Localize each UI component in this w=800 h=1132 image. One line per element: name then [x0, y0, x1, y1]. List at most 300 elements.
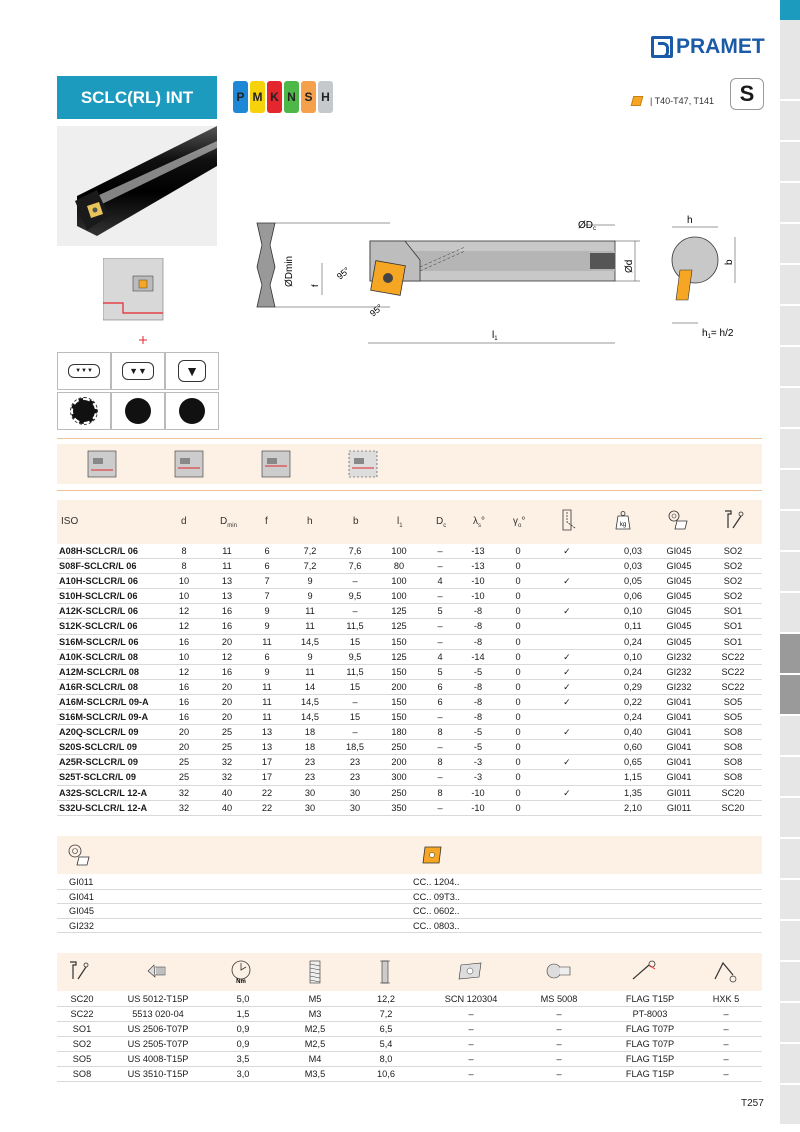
chapter-tab[interactable] [780, 798, 800, 838]
table-cell: 250 [391, 787, 407, 798]
table-cell: SO8 [723, 742, 743, 753]
chapter-tab[interactable] [780, 1085, 800, 1125]
table-cell: 12 [178, 666, 190, 677]
chapter-tab[interactable] [780, 470, 800, 510]
table-cell: 6 [264, 546, 270, 556]
table-cell: 18,5 [346, 742, 364, 753]
table-cell: 0 [515, 636, 521, 647]
table-cell: 25 [178, 772, 190, 783]
table-cell: 32 [221, 772, 233, 783]
material-group-badge: S [730, 78, 764, 110]
table-cell: 32 [178, 787, 190, 798]
col-d: d [181, 516, 187, 527]
shim-icon [457, 959, 485, 983]
table-cell: – [352, 727, 358, 738]
part-cell: US 3510-T15P [127, 1069, 189, 1079]
table-cell: 125 [391, 651, 407, 662]
table-cell: 9 [307, 651, 313, 662]
iso-code: S25T-SCLCR/L 09 [59, 772, 136, 783]
table-cell: -10 [471, 576, 485, 587]
iso-code: A16M-SCLCR/L 09-A [59, 696, 149, 707]
table-cell: 16 [178, 636, 190, 647]
iso-code: A12K-SCLCR/L 06 [59, 606, 138, 617]
thread-icon [307, 959, 323, 985]
table-cell: 0 [515, 621, 521, 632]
table-row [57, 695, 762, 710]
chapter-tab[interactable] [780, 1044, 800, 1084]
part-cell: SC22 [70, 1009, 94, 1019]
table-cell: 11 [305, 666, 315, 677]
shim-screw-icon [545, 959, 573, 983]
table-cell: – [437, 561, 443, 572]
table-cell: 13 [221, 576, 233, 587]
spare-parts-icon [721, 508, 745, 532]
table-cell: 25 [178, 757, 190, 768]
table-cell: -5 [473, 666, 483, 677]
insert-holder-icon [67, 843, 93, 867]
table-cell: 12 [178, 621, 190, 632]
table-cell: 22 [261, 787, 273, 798]
part-cell: – [556, 1054, 562, 1064]
part-cell: M3 [308, 1009, 322, 1019]
chapter-tab[interactable] [780, 347, 800, 387]
part-row [57, 1067, 762, 1082]
col-h: h [307, 516, 313, 527]
table-cell: – [352, 606, 358, 617]
table-cell: -10 [471, 802, 485, 813]
table-cell: 0,24 [624, 712, 642, 723]
iso-code: A20Q-SCLCR/L 09 [59, 727, 139, 738]
insert-code: GI232 [69, 920, 95, 931]
table-cell: 25 [221, 727, 233, 738]
material-k: K [267, 81, 282, 113]
table-cell: 11,5 [346, 666, 364, 677]
part-row [57, 1037, 762, 1052]
table-cell: 8 [437, 787, 443, 798]
part-cell: US 2506-T07P [127, 1024, 189, 1034]
table-cell: ✓ [563, 546, 571, 556]
table-cell: 8 [181, 546, 187, 556]
part-cell: HXK 5 [712, 994, 740, 1004]
divider [57, 490, 762, 491]
table-cell: -3 [473, 772, 483, 783]
table-cell: 14,5 [301, 712, 319, 723]
table-cell: 16 [178, 681, 190, 692]
part-cell: M2,5 [304, 1024, 326, 1034]
table-cell: 0 [515, 696, 521, 707]
table-row [57, 619, 762, 634]
iso-code: S32U-SCLCR/L 12-A [59, 802, 148, 813]
table-cell: GI011 [666, 802, 692, 813]
table-cell: 150 [391, 696, 407, 707]
chapter-tab[interactable] [780, 101, 800, 141]
part-cell: FLAG T07P [625, 1024, 675, 1034]
table-cell: 150 [391, 636, 407, 647]
table-cell: 9,5 [348, 651, 362, 662]
svg-text:h1= h/2 [702, 328, 734, 340]
part-cell: US 2505-T07P [127, 1039, 189, 1049]
table-cell: 6 [437, 696, 443, 707]
table-cell: 100 [391, 546, 407, 556]
part-cell: – [468, 1009, 474, 1019]
table-cell: 40 [221, 802, 233, 813]
table-cell: SO2 [723, 561, 743, 572]
table-row [57, 574, 762, 589]
table-cell: SO1 [723, 606, 743, 617]
chapter-tab[interactable] [780, 306, 800, 346]
table-row [57, 665, 762, 680]
chapter-tab[interactable] [780, 716, 800, 756]
table-cell: ✓ [563, 696, 571, 707]
table-cell: – [437, 742, 443, 753]
coolant-icon [559, 508, 579, 532]
col-dmin: $D_{min}$ [220, 516, 237, 529]
table-cell: 32 [178, 802, 190, 813]
table-cell: GI045 [666, 621, 692, 632]
table-cell: 20 [221, 696, 233, 707]
table-cell: 200 [391, 681, 407, 692]
chapter-tab[interactable] [780, 224, 800, 264]
part-cell: 1,5 [236, 1009, 250, 1019]
part-cell: – [556, 1069, 562, 1079]
col-dc: $D_c$ [436, 516, 447, 529]
part-cell: FLAG T15P [625, 1069, 675, 1079]
col-gamma: $\gamma_o^\circ$ [513, 516, 526, 529]
table-cell: 30 [304, 787, 316, 798]
table-cell: GI041 [666, 712, 692, 723]
table-cell: -8 [473, 621, 483, 632]
dim-b-label: b [724, 259, 735, 265]
table-cell: ✓ [563, 606, 571, 617]
table-cell: -13 [471, 546, 485, 556]
table-cell: GI041 [666, 757, 692, 768]
table-cell: 11 [262, 712, 272, 723]
part-cell: SO2 [72, 1039, 92, 1049]
table-cell: 150 [391, 666, 407, 677]
table-cell: 20 [178, 727, 190, 738]
table-cell: – [437, 546, 443, 556]
chapter-tab[interactable] [780, 634, 800, 674]
table-cell: GI045 [666, 591, 692, 602]
table-cell: 125 [391, 606, 407, 617]
part-row [57, 1007, 762, 1022]
table-cell: 0,60 [624, 742, 642, 753]
table-cell: 9 [264, 666, 270, 677]
svg-text:ØDc [578, 220, 596, 232]
parts-table-header [57, 953, 762, 991]
chapter-tab[interactable] [780, 757, 800, 797]
table-cell: -8 [473, 606, 483, 617]
table-cell: ✓ [563, 727, 571, 738]
chapter-tab[interactable] [780, 593, 800, 633]
product-photo [57, 126, 217, 246]
table-cell: 7,2 [303, 561, 317, 572]
table-cell: 0,29 [624, 681, 642, 692]
table-cell: 20 [178, 742, 190, 753]
chapter-tab[interactable] [780, 675, 800, 715]
insert-designation: CC.. 1204.. [413, 877, 460, 887]
table-cell: 0 [515, 591, 521, 602]
table-cell: SO5 [723, 696, 743, 707]
part-cell: SCN 120304 [444, 994, 498, 1004]
table-cell: – [437, 621, 443, 632]
chapter-tab[interactable] [780, 142, 800, 182]
table-cell: 9 [264, 621, 270, 632]
table-cell: 9 [264, 606, 270, 617]
table-cell: 7,2 [303, 546, 317, 556]
torque-icon [229, 959, 253, 985]
chapter-tab[interactable] [780, 183, 800, 223]
table-cell: 13 [261, 742, 273, 753]
table-cell: 0,11 [624, 621, 642, 632]
part-cell: FLAG T15P [625, 1054, 675, 1064]
table-cell: 6 [437, 681, 443, 692]
part-cell: SC20 [70, 994, 94, 1004]
table-cell: ✓ [563, 651, 571, 662]
brand-logo [651, 36, 765, 58]
table-cell: -8 [473, 681, 483, 692]
table-cell: -5 [473, 727, 483, 738]
insert-row [57, 919, 762, 934]
insert-code: GI011 [69, 877, 94, 887]
table-cell: 16 [221, 606, 233, 617]
table-cell: 0 [515, 681, 521, 692]
table-cell: 8 [181, 561, 187, 572]
table-cell: 0 [515, 651, 521, 662]
table-row [57, 725, 762, 740]
pramet-logo-icon [651, 36, 673, 58]
table-cell: 16 [221, 621, 233, 632]
part-cell: – [468, 1024, 474, 1034]
technical-drawing [230, 205, 770, 355]
chapter-tab[interactable] [780, 552, 800, 592]
table-cell: 250 [391, 742, 407, 753]
table-cell: 0 [515, 772, 521, 783]
chapter-tabs [780, 0, 800, 1132]
insert-ref-text: | T40-T47, T141 [650, 96, 715, 106]
chapter-tab[interactable] [780, 962, 800, 1002]
table-cell: 7 [264, 576, 270, 587]
table-cell: 5 [437, 666, 443, 677]
chapter-tab[interactable] [780, 839, 800, 879]
table-cell: SC22 [721, 666, 745, 677]
iso-code: A25R-SCLCR/L 09 [59, 757, 138, 768]
table-cell: -8 [473, 696, 483, 707]
iso-code: A12M-SCLCR/L 08 [59, 666, 139, 677]
chip-rough-icon: ▼ [165, 352, 219, 390]
table-cell: 11 [305, 621, 315, 632]
table-cell: GI045 [666, 561, 692, 572]
table-cell: 12 [178, 606, 190, 617]
chapter-tab[interactable] [780, 20, 800, 100]
stability-high-icon [165, 392, 219, 430]
table-cell: 23 [349, 772, 361, 783]
part-cell: – [468, 1054, 474, 1064]
table-cell: 0,05 [624, 576, 642, 587]
part-cell: 5513 020-04 [132, 1009, 184, 1019]
material-p: P [233, 81, 248, 113]
table-cell: 0,10 [624, 606, 642, 617]
svg-text:Nm: Nm [236, 979, 246, 985]
table-cell: -10 [471, 591, 485, 602]
table-cell: 32 [221, 757, 233, 768]
table-cell: 30 [304, 802, 316, 813]
screw-length-icon [377, 959, 393, 985]
insert-designation: CC.. 09T3.. [413, 891, 460, 902]
table-cell: 11 [262, 636, 272, 647]
table-cell: 25 [221, 742, 233, 753]
table-cell: 0,03 [624, 546, 642, 556]
spare-parts-icon [67, 959, 89, 983]
table-cell: SO8 [723, 757, 743, 768]
operation-icon-2 [174, 450, 204, 478]
chapter-tab-marker [780, 0, 800, 20]
key-icon [629, 959, 659, 983]
table-cell: 20 [221, 681, 233, 692]
table-cell: 180 [391, 727, 407, 738]
table-cell: – [437, 712, 443, 723]
main-table [57, 500, 762, 816]
table-cell: 7,6 [348, 561, 362, 572]
table-cell: – [437, 636, 443, 647]
table-cell: GI041 [666, 772, 692, 783]
table-cell: 0 [515, 666, 521, 677]
table-cell: SO1 [723, 621, 743, 632]
table-cell: 9,5 [348, 591, 362, 602]
table-cell: 11 [222, 561, 232, 572]
iso-code: A10K-SCLCR/L 08 [59, 651, 138, 662]
chapter-tab[interactable] [780, 511, 800, 551]
dim-dc-label: ØD [578, 220, 593, 231]
chapter-tab[interactable] [780, 921, 800, 961]
dim-l1-sub: 1 [494, 336, 498, 342]
table-row [57, 559, 762, 574]
part-cell: M2,5 [304, 1039, 326, 1049]
material-n: N [284, 81, 299, 113]
material-h: H [318, 81, 333, 113]
table-cell: SO5 [723, 712, 743, 723]
table-cell: – [437, 802, 443, 813]
table-cell: 23 [349, 757, 361, 768]
table-cell: 20 [221, 712, 233, 723]
insert-reference [632, 96, 714, 106]
table-cell: 30 [349, 802, 361, 813]
table-cell: 7,6 [348, 546, 362, 556]
table-cell: 5 [437, 606, 443, 617]
divider [57, 438, 762, 439]
chapter-tab[interactable] [780, 880, 800, 920]
table-cell: 4 [437, 576, 443, 587]
table-cell: GI045 [666, 576, 692, 587]
table-row [57, 770, 762, 785]
iso-code: A10H-SCLCR/L 06 [59, 576, 138, 587]
table-cell: 100 [391, 576, 407, 587]
table-cell: 17 [261, 772, 273, 783]
operation-icon-1 [87, 450, 117, 478]
svg-text:kg: kg [619, 522, 627, 528]
table-cell: GI041 [666, 742, 692, 753]
table-cell: 10 [178, 651, 190, 662]
chapter-tab[interactable] [780, 265, 800, 305]
stability-medium-icon [111, 392, 165, 430]
angle-label-2: 95° [367, 302, 385, 319]
table-cell: 11 [262, 681, 272, 692]
table-cell: 0,24 [624, 636, 642, 647]
table-cell: SO2 [723, 546, 743, 556]
chapter-tab[interactable] [780, 1003, 800, 1043]
table-cell: GI045 [666, 546, 692, 556]
part-cell: FLAG T15P [625, 994, 675, 1004]
table-cell: 0,24 [624, 666, 642, 677]
table-cell: 2,10 [624, 802, 642, 813]
insert-code: GI045 [69, 906, 95, 916]
table-cell: 13 [261, 727, 273, 738]
table-cell: SC20 [721, 787, 745, 798]
part-cell: FLAG T07P [625, 1039, 675, 1049]
table-cell: ✓ [563, 681, 571, 692]
table-cell: 7 [264, 591, 270, 602]
table-cell: 150 [391, 712, 407, 723]
weight-icon [615, 510, 631, 530]
table-cell: 40 [221, 787, 233, 798]
table-cell: 0 [515, 561, 521, 572]
main-table-body [57, 544, 762, 816]
table-cell: SO2 [723, 576, 743, 587]
table-cell: 0 [515, 802, 521, 813]
table-cell: SO1 [723, 636, 743, 647]
table-cell: 0,06 [624, 591, 642, 602]
table-cell: 0,03 [624, 561, 642, 572]
part-cell: SO1 [72, 1024, 92, 1034]
table-cell: 13 [221, 591, 233, 602]
table-row [57, 544, 762, 559]
table-cell: SC20 [721, 802, 745, 813]
iso-code: A32S-SCLCR/L 12-A [59, 787, 148, 798]
operation-icon-4 [348, 450, 378, 478]
table-row [57, 589, 762, 604]
dim-f-label: f [310, 284, 320, 287]
part-cell: SO8 [72, 1069, 92, 1079]
part-cell: US 5012-T15P [127, 994, 189, 1004]
table-cell: 11 [222, 546, 232, 556]
col-lambda: $\lambda_s^\circ$ [473, 516, 485, 529]
chapter-tab[interactable] [780, 429, 800, 469]
part-cell: MS 5008 [540, 994, 578, 1004]
dim-d-label: Ød [624, 259, 635, 273]
iso-code: S10H-SCLCR/L 06 [59, 591, 138, 602]
part-cell: M3,5 [304, 1069, 326, 1079]
insert-designation: CC.. 0803.. [413, 920, 460, 931]
iso-code: S12K-SCLCR/L 06 [59, 621, 138, 632]
table-cell: 9 [307, 591, 313, 602]
part-row [57, 992, 762, 1007]
table-cell: 0,65 [624, 757, 642, 768]
material-s: S [301, 81, 316, 113]
chapter-tab[interactable] [780, 388, 800, 428]
part-cell: 12,2 [377, 994, 395, 1004]
main-table-header [57, 500, 762, 544]
table-cell: 10 [178, 591, 190, 602]
iso-code: S20S-SCLCR/L 09 [59, 742, 137, 753]
table-cell: 20 [221, 636, 233, 647]
table-cell: 30 [349, 787, 361, 798]
table-cell: 0 [515, 742, 521, 753]
col-l1: $l_1$ [397, 516, 403, 529]
part-cell: 7,2 [379, 1009, 393, 1019]
table-cell: 100 [391, 591, 407, 602]
dim-l1-label: l [492, 330, 495, 341]
table-cell: – [437, 591, 443, 602]
